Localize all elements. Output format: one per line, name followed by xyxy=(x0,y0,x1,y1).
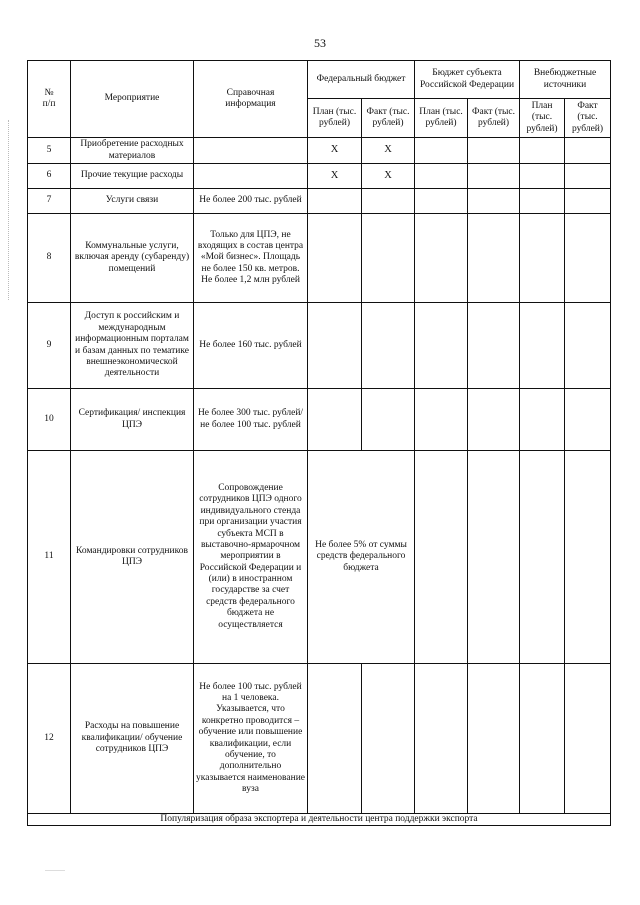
row-reg-fact xyxy=(468,164,520,189)
row-reg-plan xyxy=(415,303,468,389)
row-reg-fact xyxy=(468,389,520,451)
row-fed-fact: X xyxy=(362,138,415,164)
row-number: 8 xyxy=(28,214,71,303)
margin-scan-artifact xyxy=(8,120,11,300)
row-number: 9 xyxy=(28,303,71,389)
row-reference xyxy=(194,138,308,164)
row-activity: Расходы на повышение квалификации/ обучение сотрудников ЦПЭ xyxy=(71,664,194,814)
row-ext-fact xyxy=(565,303,611,389)
row-reg-fact xyxy=(468,189,520,214)
row-fed-fact xyxy=(362,189,415,214)
row-ext-fact xyxy=(565,389,611,451)
row-fed-fact xyxy=(362,664,415,814)
row-reg-fact xyxy=(468,664,520,814)
row-reference xyxy=(194,164,308,189)
row-fed-plan: X xyxy=(308,138,362,164)
row-ext-plan xyxy=(520,389,565,451)
row-reference: Не более 100 тыс. рублей на 1 человека. Указывается, что конкретно проводится – обучение или повышение квалификации, если обучение, то дополнительно указывается наименование вуза xyxy=(194,664,308,814)
row-reg-plan xyxy=(415,451,468,664)
row-ext-fact xyxy=(565,664,611,814)
row-reg-fact xyxy=(468,138,520,164)
row-fed-plan: X xyxy=(308,164,362,189)
row-number: 11 xyxy=(28,451,71,664)
row-ext-plan xyxy=(520,664,565,814)
table-row xyxy=(28,303,611,389)
row-fed-plan xyxy=(308,303,362,389)
row-activity: Сертификация/ инспекция ЦПЭ xyxy=(71,389,194,451)
row-ext-fact xyxy=(565,138,611,164)
row-fed-merged: Не более 5% от суммы средств федерального бюджета xyxy=(308,451,415,664)
row-ext-fact xyxy=(565,451,611,664)
header-fed-plan: План (тыс. рублей) xyxy=(308,99,362,138)
row-fed-fact xyxy=(362,303,415,389)
header-activity: Мероприятие xyxy=(71,61,194,138)
table-row xyxy=(28,664,611,814)
row-ext-plan xyxy=(520,214,565,303)
row-activity: Приобретение расходных материалов xyxy=(71,138,194,164)
page-number: 53 xyxy=(314,36,326,50)
header-reg-plan: План (тыс. рублей) xyxy=(415,99,468,138)
row-reg-plan xyxy=(415,138,468,164)
table-row xyxy=(28,451,611,664)
table-row xyxy=(28,164,611,189)
row-fed-fact: X xyxy=(362,164,415,189)
row-ext-fact xyxy=(565,164,611,189)
row-number: 6 xyxy=(28,164,71,189)
row-reg-plan xyxy=(415,189,468,214)
row-activity: Коммунальные услуги, включая аренду (субаренду) помещений xyxy=(71,214,194,303)
row-number: 10 xyxy=(28,389,71,451)
row-ext-plan xyxy=(520,138,565,164)
row-activity: Доступ к российским и международным информационным порталам и базам данных по тематике внешнеэкономической деятельности xyxy=(71,303,194,389)
header-ext-plan: План (тыс. рублей) xyxy=(520,99,565,138)
row-fed-fact xyxy=(362,389,415,451)
row-reg-plan xyxy=(415,389,468,451)
row-reference: Не более 300 тыс. рублей/не более 100 тыс. рублей xyxy=(194,389,308,451)
section-row xyxy=(28,814,611,826)
row-activity: Услуги связи xyxy=(71,189,194,214)
row-reference: Только для ЦПЭ, не входящих в состав центра «Мой бизнес». Площадь не более 150 кв. метров. Не более 1,2 млн рублей xyxy=(194,214,308,303)
row-fed-plan xyxy=(308,214,362,303)
row-reg-plan xyxy=(415,164,468,189)
table-row xyxy=(28,138,611,164)
budget-table xyxy=(27,60,611,826)
row-reg-plan xyxy=(415,664,468,814)
header-fed-fact: Факт (тыс. рублей) xyxy=(362,99,415,138)
row-reg-fact xyxy=(468,451,520,664)
row-fed-plan xyxy=(308,189,362,214)
header-regional-budget: Бюджет субъекта Российской Федерации xyxy=(415,61,520,99)
row-activity: Командировки сотрудников ЦПЭ xyxy=(71,451,194,664)
row-fed-fact xyxy=(362,214,415,303)
row-number: 7 xyxy=(28,189,71,214)
row-reg-fact xyxy=(468,303,520,389)
header-row-top xyxy=(28,61,611,99)
section-title: Популяризация образа экспортера и деятельности центра поддержки экспорта xyxy=(28,814,611,826)
row-ext-fact xyxy=(565,214,611,303)
row-reference: Не более 200 тыс. рублей xyxy=(194,189,308,214)
row-reference: Не более 160 тыс. рублей xyxy=(194,303,308,389)
row-fed-plan xyxy=(308,389,362,451)
header-extrabudget: Внебюджетные источники xyxy=(520,61,611,99)
header-reg-fact: Факт (тыс. рублей) xyxy=(468,99,520,138)
table-row xyxy=(28,214,611,303)
header-num: № п/п xyxy=(28,61,71,138)
scan-artifact xyxy=(45,870,65,871)
row-ext-fact xyxy=(565,189,611,214)
row-number: 12 xyxy=(28,664,71,814)
header-federal-budget: Федеральный бюджет xyxy=(308,61,415,99)
row-ext-plan xyxy=(520,303,565,389)
row-number: 5 xyxy=(28,138,71,164)
row-ext-plan xyxy=(520,164,565,189)
header-reference: Справочная информация xyxy=(194,61,308,138)
row-reference: Сопровождение сотрудников ЦПЭ одного индивидуального стенда при организации участия субъекта МСП в выставочно-ярмарочном мероприятии в Российской Федерации и (или) в иностранном государстве за счет средств федерального бюджета не осуществляется xyxy=(194,451,308,664)
row-ext-plan xyxy=(520,451,565,664)
header-ext-fact: Факт (тыс. рублей) xyxy=(565,99,611,138)
row-fed-plan xyxy=(308,664,362,814)
row-activity: Прочие текущие расходы xyxy=(71,164,194,189)
table-row xyxy=(28,189,611,214)
row-reg-fact xyxy=(468,214,520,303)
table-row xyxy=(28,389,611,451)
row-ext-plan xyxy=(520,189,565,214)
row-reg-plan xyxy=(415,214,468,303)
